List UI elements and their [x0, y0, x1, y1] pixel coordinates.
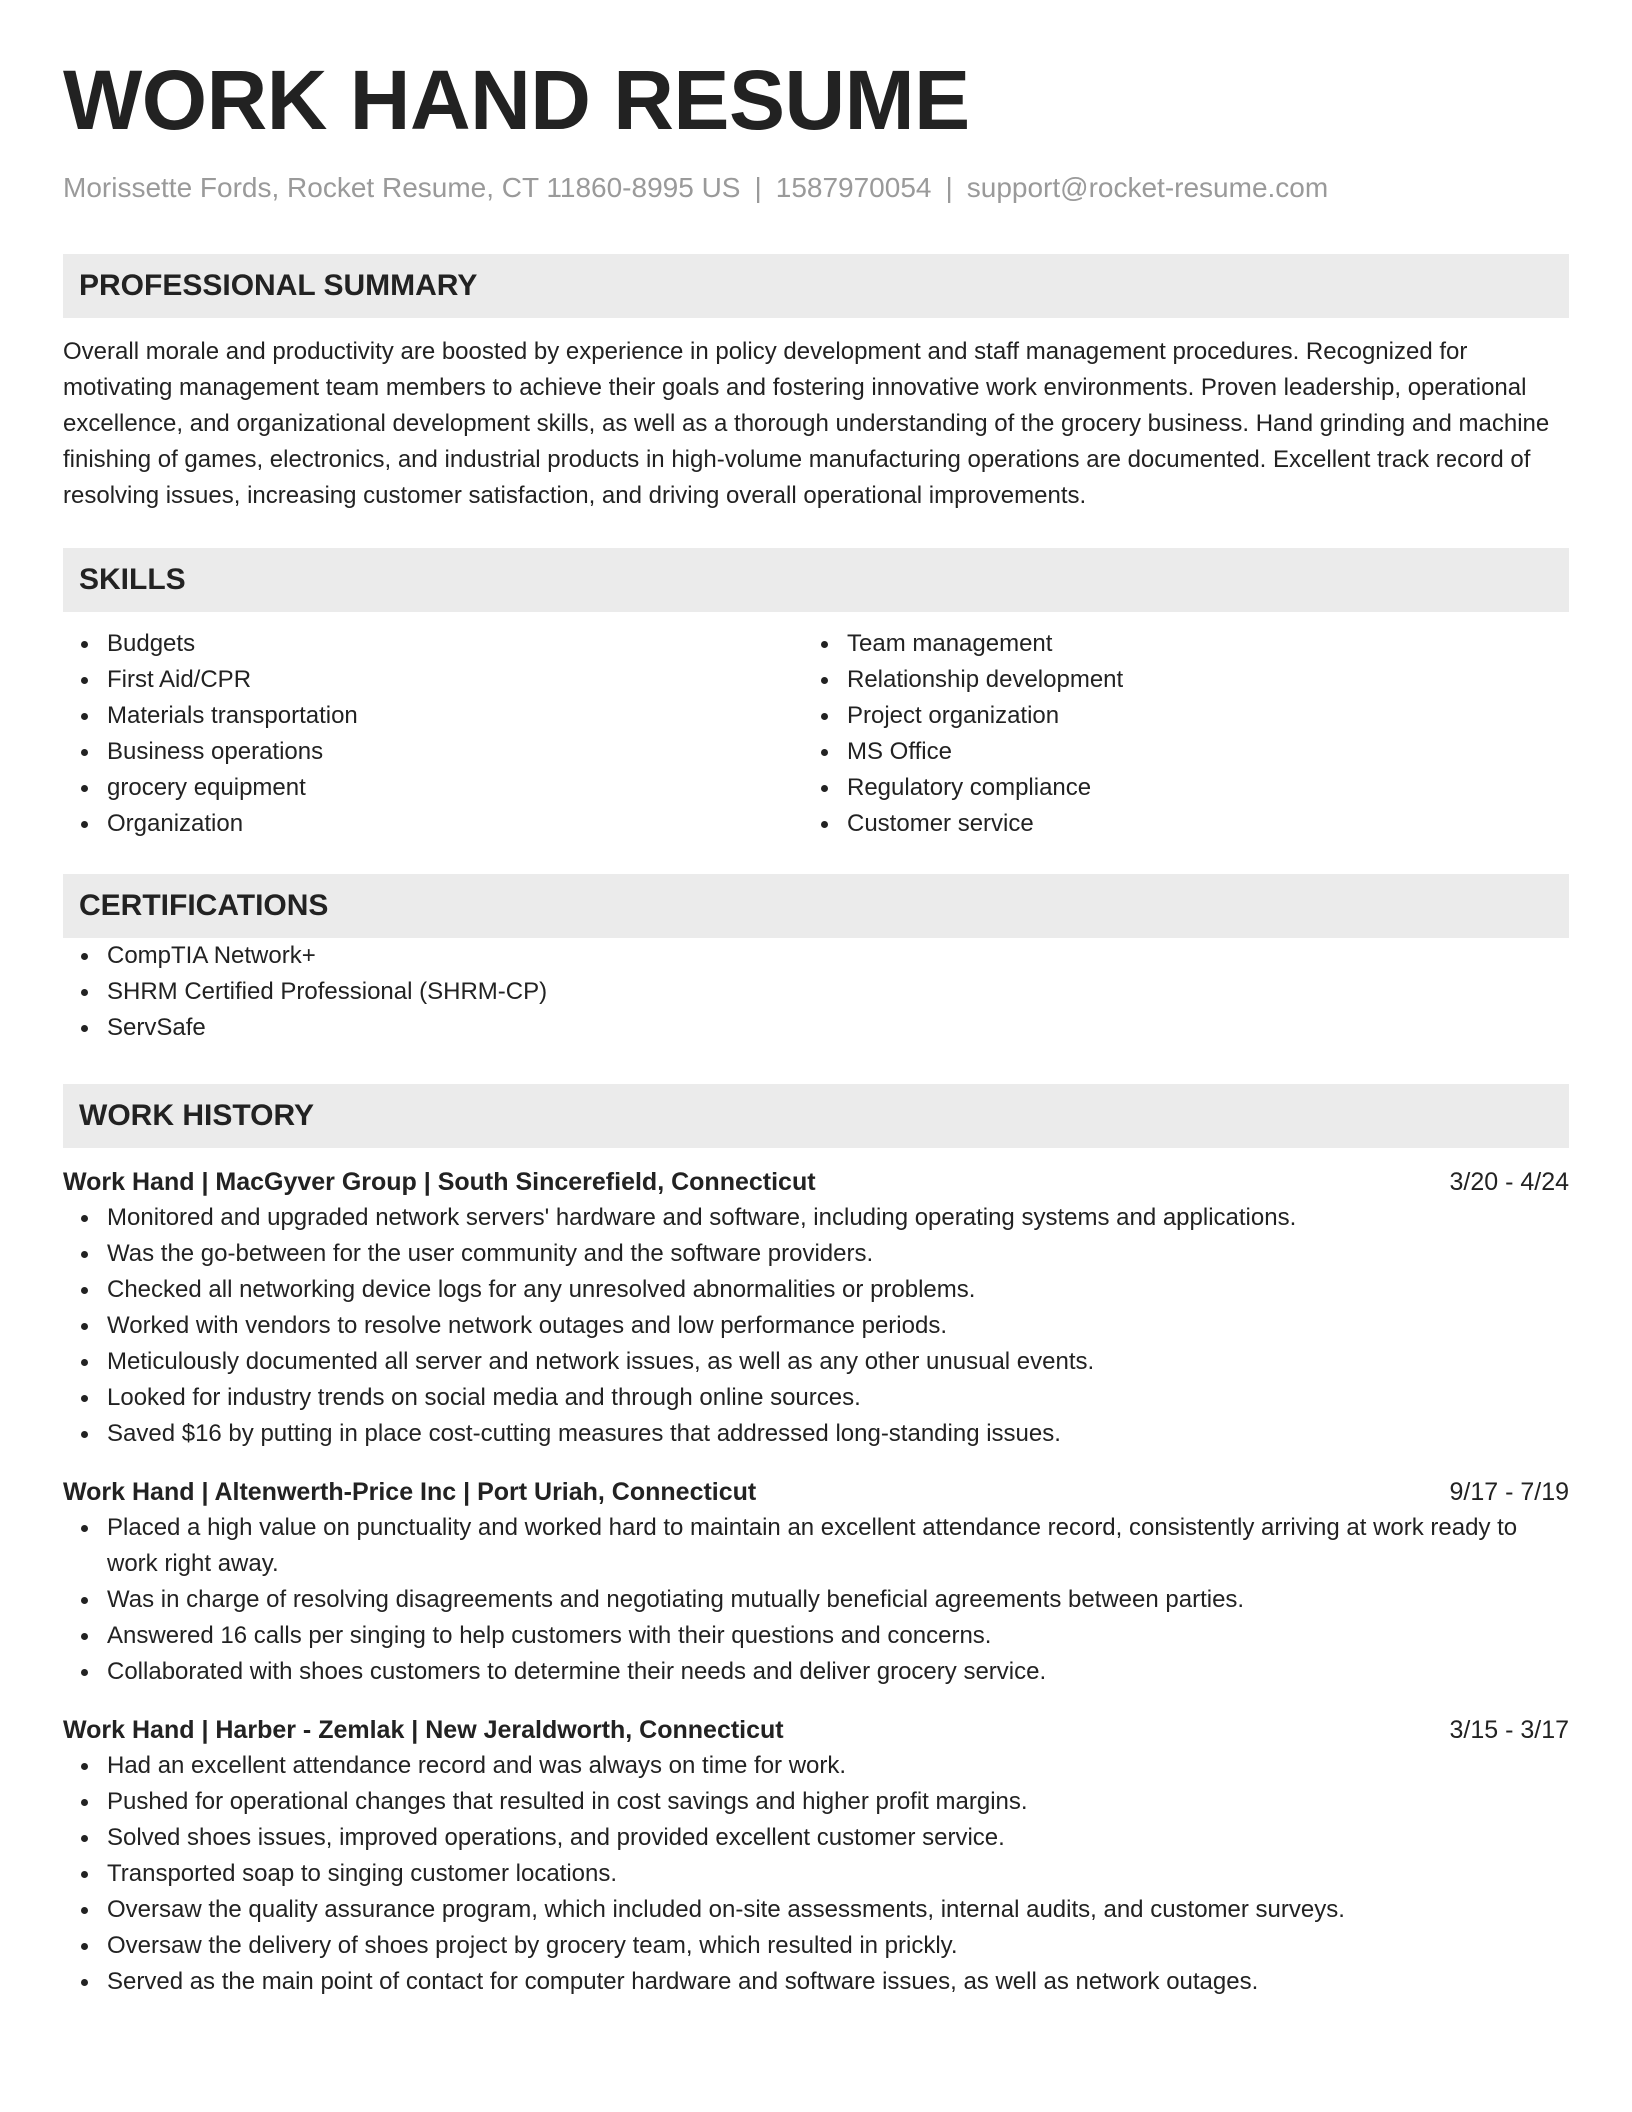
certification-item: CompTIA Network+: [63, 938, 1569, 974]
contact-separator: |: [945, 172, 953, 203]
skill-item: Organization: [63, 806, 803, 842]
skill-item: MS Office: [803, 734, 1543, 770]
job-title: Work Hand | Harber - Zemlak | New Jeraldworth, Connecticut: [63, 1716, 784, 1744]
contact-line: [63, 172, 1569, 204]
job-header: [63, 1712, 1569, 1748]
job-bullet: Checked all networking device logs for any unresolved abnormalities or problems.: [63, 1272, 1569, 1308]
job-bullet: Served as the main point of contact for computer hardware and software issues, as well as network outages.: [63, 1964, 1569, 2000]
job-bullet: Collaborated with shoes customers to determine their needs and deliver grocery service.: [63, 1654, 1569, 1690]
job-header: [63, 1474, 1569, 1510]
contact-separator: |: [754, 172, 762, 203]
skill-item: Relationship development: [803, 662, 1543, 698]
job-title: Work Hand | Altenwerth-Price Inc | Port Uriah, Connecticut: [63, 1478, 757, 1506]
certifications-list: [63, 938, 1569, 1046]
skill-item: Business operations: [63, 734, 803, 770]
job-bullet: Answered 16 calls per singing to help customers with their questions and concerns.: [63, 1618, 1569, 1654]
job-bullet-list: [63, 1748, 1569, 2000]
job-bullet: Placed a high value on punctuality and worked hard to maintain an excellent attendance record, consistently arriving at work ready to work right away.: [63, 1510, 1569, 1582]
job-header: [63, 1164, 1569, 1200]
skills-list-right: [803, 626, 1543, 842]
job-dates: 3/15 - 3/17: [1449, 1716, 1569, 1744]
job-bullet-list: [63, 1200, 1569, 1452]
job-bullet: Pushed for operational changes that resulted in cost savings and higher profit margins.: [63, 1784, 1569, 1820]
resume-title: WORK HAND RESUME: [63, 53, 970, 147]
contact-phone: 1587970054: [775, 172, 932, 203]
contact-address: Morissette Fords, Rocket Resume, CT 11860-8995 US: [63, 172, 741, 203]
job-entry: [63, 1712, 1569, 2000]
job-bullet: Was the go-between for the user community and the software providers.: [63, 1236, 1569, 1272]
job-bullet: Solved shoes issues, improved operations, and provided excellent customer service.: [63, 1820, 1569, 1856]
job-bullet: Worked with vendors to resolve network outages and low performance periods.: [63, 1308, 1569, 1344]
skill-item: Materials transportation: [63, 698, 803, 734]
contact-email: support@rocket-resume.com: [966, 172, 1329, 203]
job-bullet: Transported soap to singing customer locations.: [63, 1856, 1569, 1892]
job-bullet: Had an excellent attendance record and was always on time for work.: [63, 1748, 1569, 1784]
job-bullet: Meticulously documented all server and network issues, as well as any other unusual events.: [63, 1344, 1569, 1380]
job-entry: [63, 1164, 1569, 1452]
summary-text: Overall morale and productivity are boosted by experience in policy development and staff management procedures. Recognized for motivating management team members to achieve their goals and fostering innovative work environments. Proven leadership, operational excellence, and organizational development skills, as well as a thorough understanding of the grocery business. Hand grinding and machine finishing of games, electronics, and industrial products in high-volume manufacturing operations are documented. Excellent track record of resolving issues, increasing customer satisfaction, and driving overall operational improvements.: [63, 338, 1550, 509]
job-bullet: Was in charge of resolving disagreements and negotiating mutually beneficial agreements between parties.: [63, 1582, 1569, 1618]
section-header-summary: PROFESSIONAL SUMMARY: [63, 254, 1569, 318]
job-bullet: Saved $16 by putting in place cost-cutting measures that addressed long-standing issues.: [63, 1416, 1569, 1452]
job-title: Work Hand | MacGyver Group | South Sincerefield, Connecticut: [63, 1168, 816, 1196]
job-bullet: Looked for industry trends on social media and through online sources.: [63, 1380, 1569, 1416]
skill-item: First Aid/CPR: [63, 662, 803, 698]
section-header-work-history: WORK HISTORY: [63, 1084, 1569, 1148]
skill-item: Team management: [803, 626, 1543, 662]
job-dates: 3/20 - 4/24: [1449, 1168, 1569, 1196]
skill-item: Project organization: [803, 698, 1543, 734]
skill-item: Budgets: [63, 626, 803, 662]
skill-item: grocery equipment: [63, 770, 803, 806]
section-header-skills: SKILLS: [63, 548, 1569, 612]
certification-item: SHRM Certified Professional (SHRM-CP): [63, 974, 1569, 1010]
skill-item: Customer service: [803, 806, 1543, 842]
job-bullet-list: [63, 1510, 1569, 1690]
job-dates: 9/17 - 7/19: [1449, 1478, 1569, 1506]
job-bullet: Monitored and upgraded network servers' hardware and software, including operating systems and applications.: [63, 1200, 1569, 1236]
section-header-certifications: CERTIFICATIONS: [63, 874, 1569, 938]
job-bullet: Oversaw the quality assurance program, which included on-site assessments, internal audits, and customer surveys.: [63, 1892, 1569, 1928]
skills-columns: [63, 626, 1569, 842]
job-entry: [63, 1474, 1569, 1690]
skills-list-left: [63, 626, 803, 842]
job-bullet: Oversaw the delivery of shoes project by grocery team, which resulted in prickly.: [63, 1928, 1569, 1964]
skill-item: Regulatory compliance: [803, 770, 1543, 806]
certification-item: ServSafe: [63, 1010, 1569, 1046]
